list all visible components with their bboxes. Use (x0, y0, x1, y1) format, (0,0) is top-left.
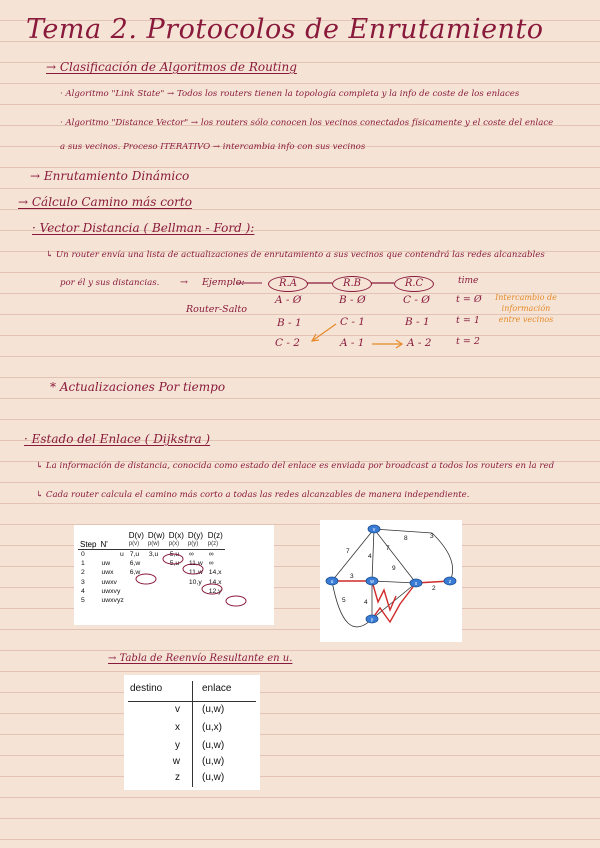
vector-distance-heading: · Vector Distancia ( Bellman - Ford ): (32, 221, 255, 235)
shortest-path-heading: → Cálculo Camino más corto (18, 195, 192, 209)
router-c: R.C (394, 276, 434, 292)
router-salto-label: Router-Salto (186, 304, 247, 315)
edge-weight: 5 (342, 597, 346, 604)
edge-weight: 8 (404, 535, 408, 542)
link-cell: (u,w) (202, 704, 225, 715)
ra-row2: C - 2 (275, 337, 300, 349)
edge-weight: 3 (350, 573, 354, 580)
col-enlace: enlace (202, 683, 232, 694)
dest-cell: v (175, 704, 180, 715)
distance-vector-definition: · Algoritmo "Distance Vector" → los routers sólo conocen los vecinos conectados físicamente y el coste del enlace (60, 118, 554, 128)
svg-text:u: u (330, 579, 334, 585)
edge-weight: 4 (364, 599, 368, 606)
link-cell: (u,w) (202, 756, 225, 767)
distance-vector-definition-cont: a sus vecinos. Proceso ITERATIVO → intercambia info con sus vecinos (60, 142, 366, 152)
edge-weight: 2 (432, 585, 436, 592)
link-state-line1: ↳ La información de distancia, conocida como estado del enlace es enviada por broadcast a todos los routers en la red (36, 461, 555, 471)
dest-cell: z (175, 772, 180, 783)
vector-distance-line2: por él y sus distancias. (60, 278, 160, 288)
link-cell: (u,w) (202, 740, 225, 751)
table-row: 5 uwxvyz (81, 597, 124, 605)
router-a: R.A (268, 276, 308, 292)
table-row: 4 uwxvy 12,y (81, 587, 222, 595)
forwarding-heading: → Tabla de Reenvío Resultante en u. (108, 653, 293, 664)
time-1: t = 1 (456, 315, 480, 326)
table-row: 1 uw 6,w 5,u 11,w ∞ (81, 560, 214, 568)
dest-cell: y (175, 740, 180, 751)
rb-row0: B - Ø (339, 294, 366, 306)
col-dy: D(y) p(y) (187, 531, 203, 547)
col-dv: D(v) p(v) (128, 531, 144, 547)
network-graph (320, 520, 462, 642)
edge-weight: 7 (386, 545, 390, 552)
time-2: t = 2 (456, 336, 480, 347)
updates-note: * Actualizaciones Por tiempo (50, 380, 226, 394)
forwarding-table (124, 675, 260, 790)
svg-text:z: z (448, 579, 452, 585)
router-b: R.B (332, 276, 372, 292)
page-title: Tema 2. Protocolos de Enrutamiento (26, 14, 544, 45)
time-label: time (458, 276, 479, 286)
col-destino: destino (130, 683, 163, 694)
link-cell: (u,w) (202, 772, 225, 783)
col-dx: D(x) p(x) (168, 531, 184, 547)
ra-row1: B - 1 (277, 317, 302, 329)
table-row: 0 u 7,u 3,u 5,u ∞ ∞ (78, 550, 225, 560)
table-row: 2 uwx 6,w 11,w 14,x (81, 569, 222, 577)
edge-weight: 3 (430, 533, 434, 540)
link-cell: (u,x) (202, 722, 222, 733)
edge-weight: 7 (346, 548, 350, 555)
rc-row0: C - Ø (403, 294, 430, 306)
edge-weight: 4 (368, 553, 372, 560)
classification-heading: → Clasificación de Algoritmos de Routing (46, 60, 297, 74)
dest-cell: x (175, 722, 180, 733)
rb-row2: A - 1 (340, 337, 365, 349)
svg-text:v: v (372, 527, 376, 533)
col-dz: D(z) p(z) (207, 531, 223, 547)
svg-text:w: w (370, 579, 374, 585)
link-state-definition: · Algoritmo "Link State" → Todos los routers tienen la topología completa y la info de coste de los enlaces (60, 89, 520, 99)
col-step: Step (80, 540, 97, 549)
table-divider (192, 681, 193, 787)
rc-row2: A - 2 (407, 337, 432, 349)
rb-row1: C - 1 (340, 316, 365, 328)
exchange-note: Intercambio de información entre vecinos (495, 293, 557, 324)
rc-row1: B - 1 (405, 316, 430, 328)
ra-row0: A - Ø (275, 294, 302, 306)
svg-text:x: x (414, 581, 418, 587)
dest-cell: w (172, 756, 180, 767)
link-state-line2: ↳ Cada router calcula el camino más corto a todas las redes alcanzables de manera independiente. (36, 490, 470, 500)
link-state-heading: · Estado del Enlace ( Dijkstra ) (24, 432, 211, 446)
svg-text:y: y (370, 617, 374, 623)
graph-svg (320, 520, 462, 642)
example-arrow: → (180, 277, 188, 288)
example-label: Ejemplo: (202, 277, 245, 288)
time-0: t = Ø (456, 294, 482, 305)
table-divider (128, 701, 256, 702)
edge-weight: 9 (392, 565, 396, 572)
vector-distance-line1: ↳ Un router envía una lista de actualizaciones de enrutamiento a sus vecinos que contendrá las redes alcanzables (46, 250, 545, 260)
dynamic-routing-heading: → Enrutamiento Dinámico (30, 169, 190, 183)
table-row: 3 uwxv 10,y 14,x (81, 578, 222, 586)
col-n: N' (100, 540, 108, 549)
col-dw: D(w) p(w) (147, 531, 165, 547)
